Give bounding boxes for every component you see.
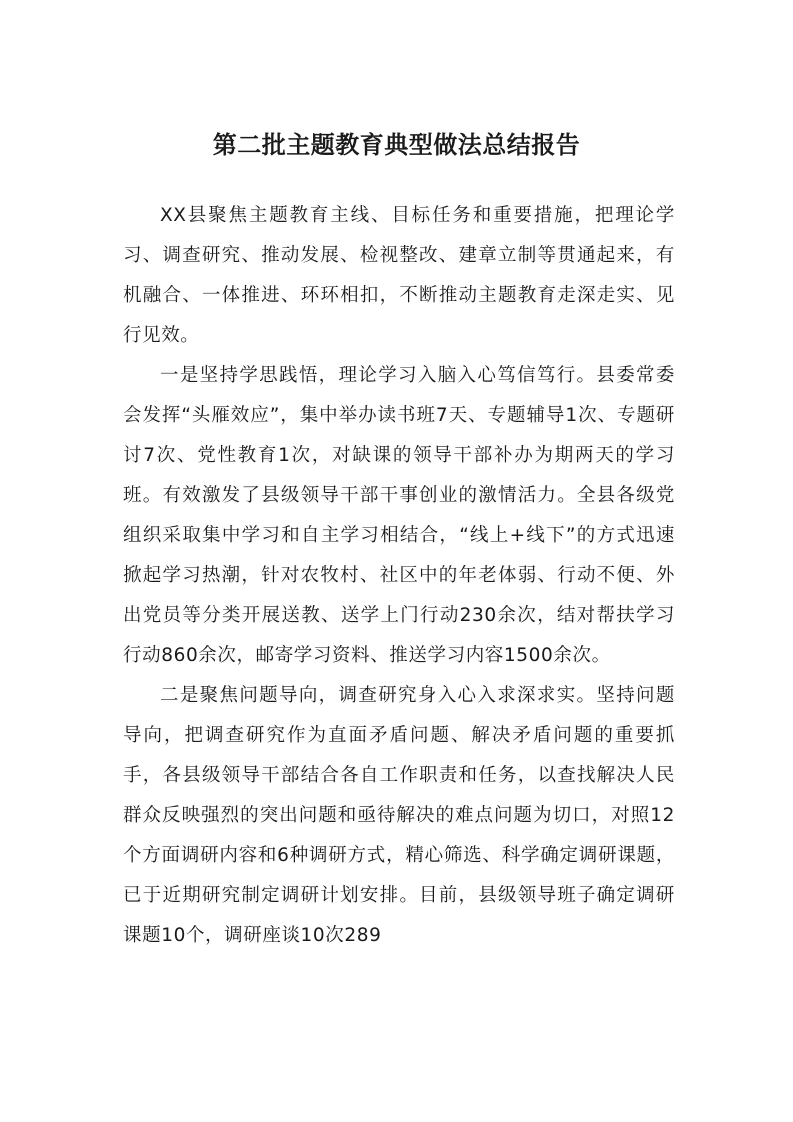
paragraph-theory-study: 一是坚持学思践悟，理论学习入脑入心笃信笃行。县委常委会发挥“头雁效应”，集中举办读书班7天、专题辅导1次、专题研讨7次、党性教育1次，对缺课的领导干部补办为期两天的学习班。有效激发了县级领导干部干事创业的激情活力。全县各级党组织采取集中学习和自主学习相结合，“线上+线下”的方式迅速掀起学习热潮，针对农牧村、社区中的年老体弱、行动不便、外出党员等分类开展送教、送学上门行动230余次，结对帮扶学习行动860余次，邮寄学习资料、推送学习内容1500余次。: [123, 365, 675, 666]
paragraph-intro: XX县聚焦主题教育主线、目标任务和重要措施，把理论学习、调查研究、推动发展、检视整改、建章立制等贯通起来，有机融合、一体推进、环环相扣，不断推动主题教育走深走实、见行见效。: [123, 205, 675, 346]
paragraph-investigation: 二是聚焦问题导向，调查研究身入心入求深求实。坚持问题导向，把调查研究作为直面矛盾问题、解决矛盾问题的重要抓手，各县级领导干部结合各自工作职责和任务，以查找解决人民群众反映强烈的突出问题和亟待解决的难点问题为切口，对照12个方面调研内容和6种调研方式，精心筛选、科学确定调研课题，已于近期研究制定调研计划安排。目前，县级领导班子确定调研课题10个，调研座谈10次289: [123, 685, 675, 946]
document-title: 第二批主题教育典型做法总结报告: [212, 130, 581, 159]
document-body: [123, 196, 675, 956]
